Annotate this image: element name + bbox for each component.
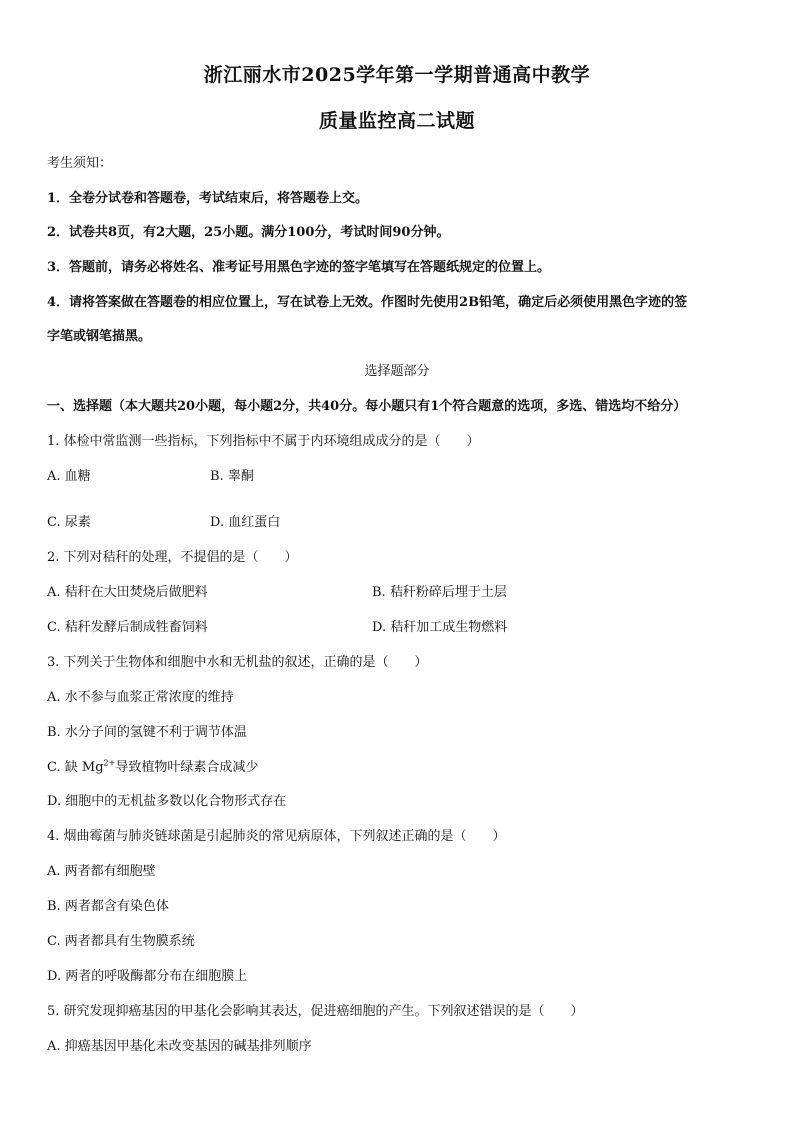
question-3-stem: 3. 下列关于生物体和细胞中水和无机盐的叙述，正确的是（ ）: [47, 655, 428, 670]
notice-item-2: 2．试卷共8页，有2大题，25小题。满分100分，考试时间90分钟。: [47, 225, 450, 240]
notice-item-3: 3．答题前，请务必将姓名、准考证号用黑色字迹的签字笔填写在答题纸规定的位置上。: [47, 260, 551, 275]
question-3-option-c-prefix: C. 缺 Mg: [47, 760, 104, 775]
question-2-option-a: A. 秸秆在大田焚烧后做肥料: [47, 585, 208, 600]
exam-title-line1: 浙江丽水市2025学年第一学期普通高中教学: [203, 64, 591, 86]
question-3-option-d: D. 细胞中的无机盐多数以化合物形式存在: [47, 794, 287, 809]
notice-item-1: 1．全卷分试卷和答题卷，考试结束后，将答题卷上交。: [47, 191, 369, 206]
question-2-option-d: D. 秸秆加工成生物燃料: [372, 620, 508, 635]
question-2-option-b: B. 秸秆粉碎后埋于土层: [372, 585, 507, 600]
question-4-stem: 4. 烟曲霉菌与肺炎链球菌是引起肺炎的常见病原体，下列叙述正确的是（ ）: [47, 829, 506, 844]
question-1-option-b: B. 睾酮: [210, 469, 254, 484]
question-1-option-d: D. 血红蛋白: [210, 515, 281, 530]
question-1-option-a: A. 血糖: [47, 469, 91, 484]
question-2-option-c: C. 秸秆发酵后制成牲畜饲料: [47, 620, 208, 635]
question-1-option-c: C. 尿素: [47, 515, 91, 530]
question-5-stem: 5. 研究发现抑癌基因的甲基化会影响其表达，促进癌细胞的产生。下列叙述错误的是（ ）: [47, 1004, 584, 1019]
question-3-option-c: [47, 756, 258, 775]
question-3-option-c-suffix: 导致植物叶绿素合成减少: [115, 760, 259, 775]
magnesium-charge: 2+: [103, 758, 116, 768]
question-4-option-c: C. 两者都具有生物膜系统: [47, 934, 195, 949]
question-2-stem: 2. 下列对秸秆的处理，不提倡的是（ ）: [47, 550, 298, 565]
question-3-option-a: A. 水不参与血浆正常浓度的维持: [47, 690, 234, 705]
question-4-option-a: A. 两者都有细胞壁: [47, 864, 156, 879]
part-title: 选择题部分: [364, 364, 430, 379]
question-3-option-b: B. 水分子间的氢键不利于调节体温: [47, 725, 247, 740]
question-4-option-b: B. 两者都含有染色体: [47, 899, 169, 914]
question-5-option-a: A. 抑癌基因甲基化未改变基因的碱基排列顺序: [47, 1039, 312, 1054]
notice-heading: 考生须知：: [47, 156, 113, 171]
exam-title-line2: 质量监控高二试题: [318, 110, 475, 132]
section-heading: 一、选择题（本大题共20小题，每小题2分，共40分。每小题只有1个符合题意的选项，多选、错选均不给分）: [47, 399, 687, 414]
notice-item-4-cont: 字笔或钢笔描黑。: [47, 329, 152, 344]
question-4-option-d: D. 两者的呼吸酶都分布在细胞膜上: [47, 969, 248, 984]
notice-item-4: 4．请将答案做在答题卷的相应位置上，写在试卷上无效。作图时先使用2B铅笔，确定后必须使用黑色字迹的签: [47, 295, 688, 310]
question-1-stem: 1. 体检中常监测一些指标，下列指标中不属于内环境组成成分的是（ ）: [47, 434, 480, 449]
